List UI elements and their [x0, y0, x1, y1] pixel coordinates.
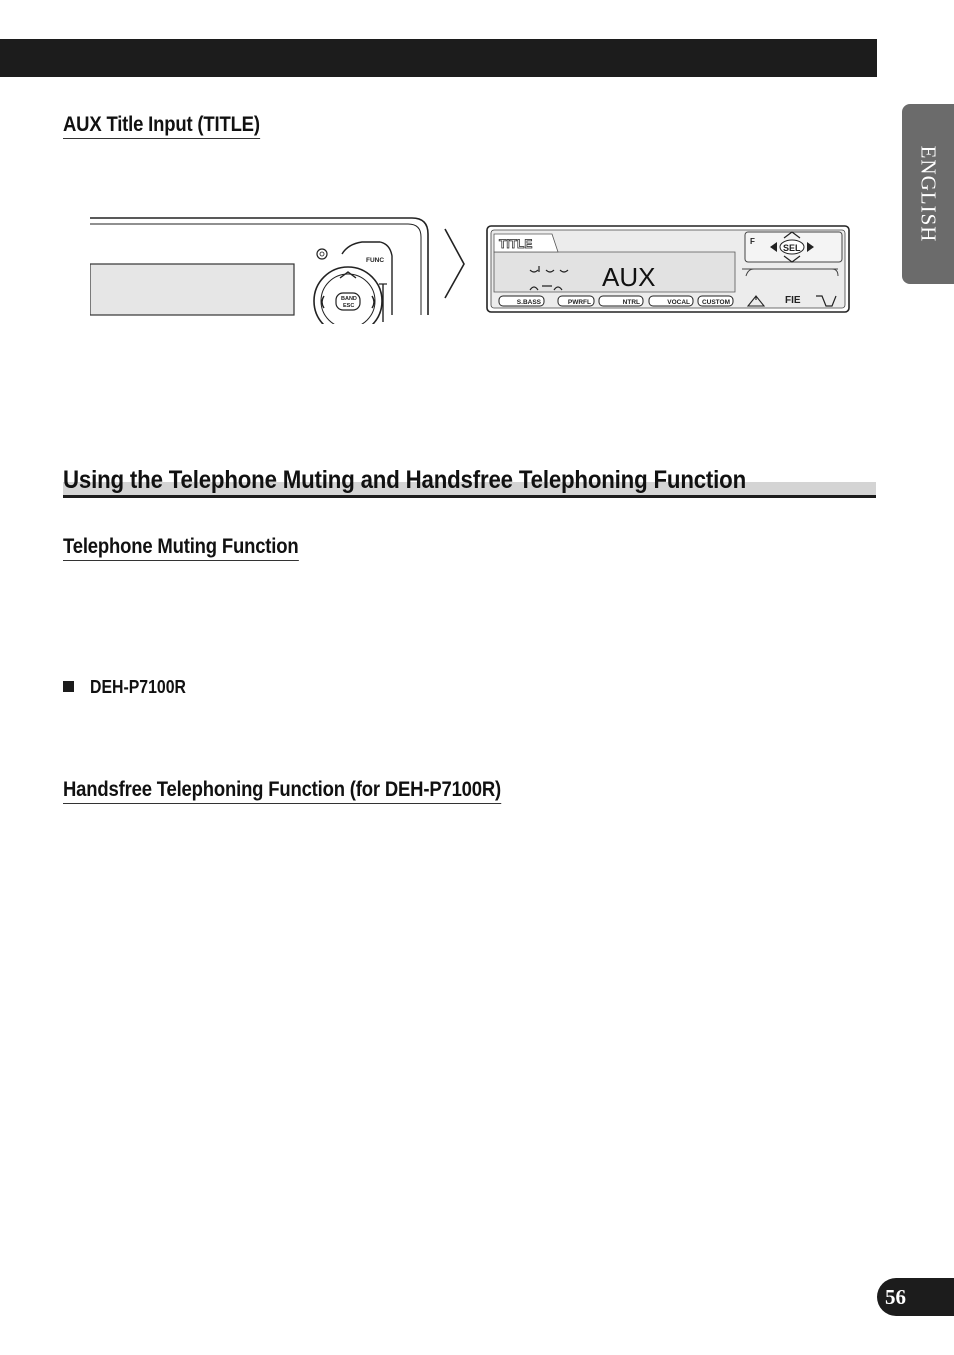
esc-key-label: ESC [343, 303, 355, 309]
bullet-model [63, 677, 199, 698]
page-number: 56 [885, 1285, 906, 1309]
language-tab-label: ENGLISH [916, 145, 941, 243]
display-main-text: AUX [602, 262, 656, 292]
func-key-label: FUNC [366, 257, 385, 264]
sel-button-text: SEL [783, 243, 801, 253]
arrow-right-icon [445, 229, 464, 298]
bullet-model-text: DEH-P7100R [90, 677, 186, 697]
eq-button-label: CUSTOM [701, 299, 730, 306]
heading-telephone-muting: Telephone Muting Function [63, 535, 298, 561]
heading-aux-title-input: AUX Title Input (TITLE) [63, 113, 260, 139]
section-heading-bar [63, 466, 876, 498]
fie-indicator-text: FIE [785, 295, 801, 306]
band-key-label: BAND [341, 296, 357, 302]
eq-button-label: S.BASS [516, 299, 541, 306]
page-number-badge [877, 1278, 954, 1316]
square-bullet-icon [63, 681, 74, 692]
eq-button-label: NTRL [622, 299, 640, 306]
section-heading-rule [63, 495, 876, 498]
header-bar [0, 39, 877, 77]
heading-handsfree: Handsfree Telephoning Function (for DEH-P7100R) [63, 778, 501, 804]
f-indicator-text: F [750, 237, 755, 246]
figure-head-unit-display [90, 214, 852, 324]
eq-button-label: VOCAL [667, 299, 690, 306]
language-tab[interactable] [902, 104, 954, 284]
head-unit-illustration [90, 218, 428, 324]
title-tag-text: TITLE [499, 237, 533, 251]
section-heading: Using the Telephone Muting and Handsfree Telephoning Function [63, 466, 747, 494]
eq-button-label: PWRFL [567, 299, 591, 306]
